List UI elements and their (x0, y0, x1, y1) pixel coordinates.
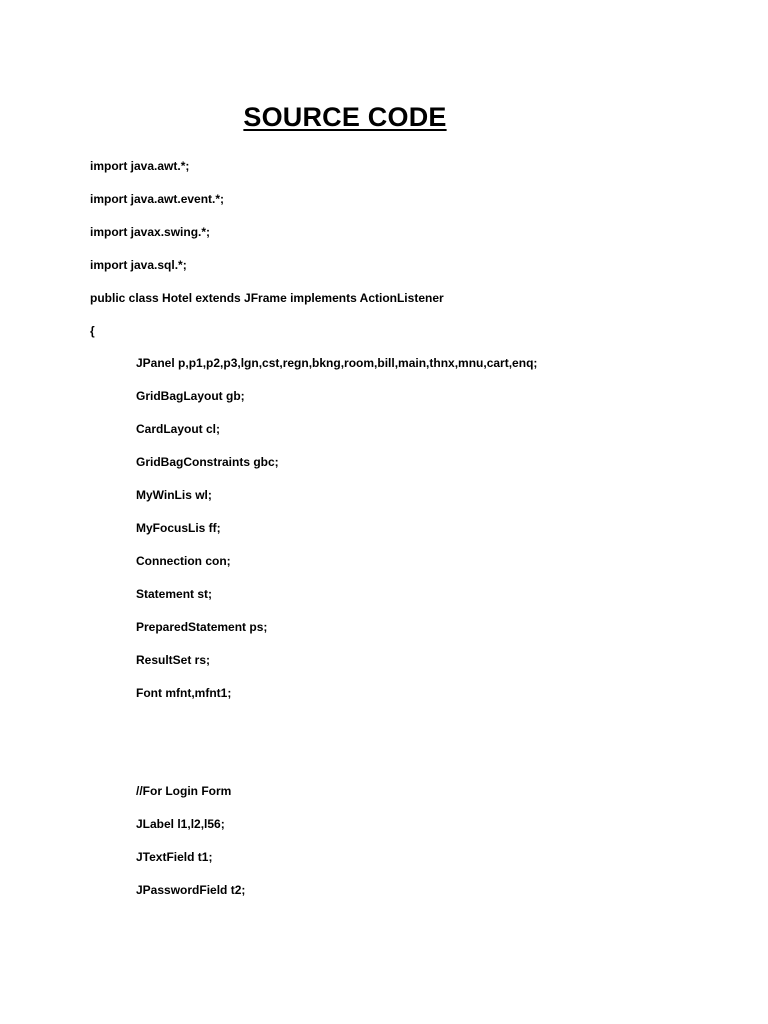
code-line: ResultSet rs; (136, 653, 211, 667)
code-line: Connection con; (136, 554, 231, 568)
code-line: PreparedStatement ps; (136, 620, 268, 634)
page-title: SOURCE CODE (243, 102, 447, 132)
code-line: JPasswordField t2; (136, 883, 246, 897)
code-line: { (90, 324, 95, 338)
code-line: import java.awt.event.*; (90, 192, 225, 206)
code-line: Font mfnt,mfnt1; (136, 686, 232, 700)
code-line: GridBagConstraints gbc; (136, 455, 279, 469)
code-line: public class Hotel extends JFrame implements ActionListener (90, 291, 444, 305)
code-line: import javax.swing.*; (90, 225, 211, 239)
code-line: JPanel p,p1,p2,p3,lgn,cst,regn,bkng,room,bill,main,thnx,mnu,cart,enq; (136, 356, 538, 370)
code-line: CardLayout cl; (136, 422, 221, 436)
code-line: Statement st; (136, 587, 213, 601)
code-line: JTextField t1; (136, 850, 213, 864)
code-line: MyWinLis wl; (136, 488, 212, 502)
code-line: MyFocusLis ff; (136, 521, 221, 535)
code-comment: //For Login Form (136, 784, 232, 798)
code-line: import java.sql.*; (90, 258, 187, 272)
code-line: import java.awt.*; (90, 159, 190, 173)
code-line: GridBagLayout gb; (136, 389, 245, 403)
code-line: JLabel l1,l2,l56; (136, 817, 225, 831)
